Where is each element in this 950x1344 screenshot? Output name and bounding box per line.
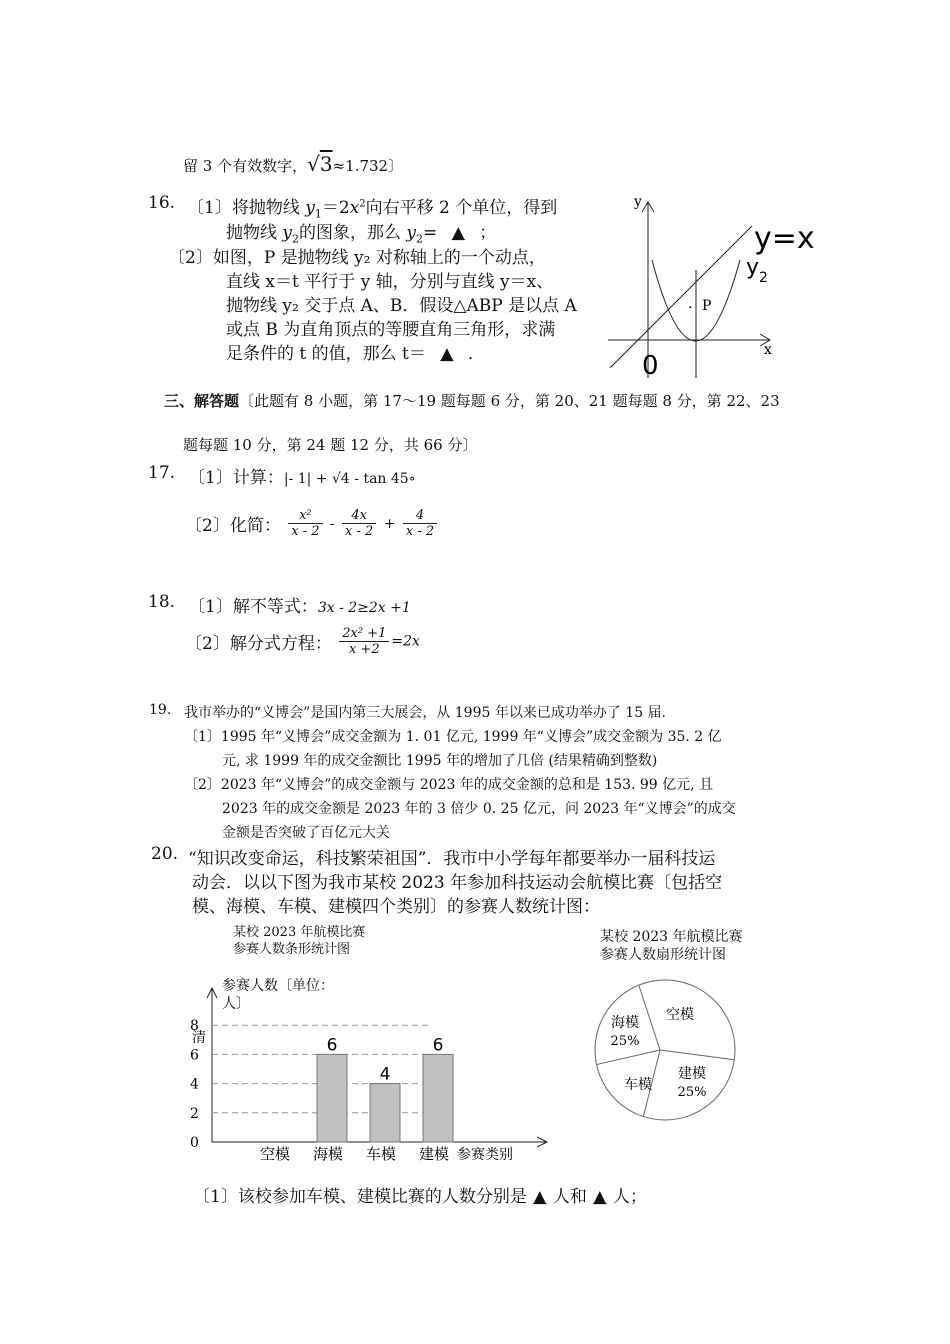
q19-intro: 我市举办的“义博会”是国内第三大展会，从 1995 年以来已成功举办了 15 届. <box>184 705 667 721</box>
x-tick-label: 建模 <box>418 1145 450 1163</box>
slice-percent: 25% <box>677 1085 707 1100</box>
q16-graph <box>600 190 815 381</box>
fraction: $\frac{\text{2x² +1}}{x +2}$ <box>339 626 389 657</box>
q19-part2-c: 金额是否突破了百亿元大关 <box>222 825 390 841</box>
y-tick-label: 8 <box>190 1018 199 1035</box>
y-tick-label: 4 <box>190 1076 199 1093</box>
x-tick-label: 车模 <box>365 1145 397 1163</box>
x-axis-label: 参赛类别 <box>457 1147 513 1163</box>
answer-blank[interactable]: ▲ <box>440 344 454 364</box>
slice-percent: 25% <box>610 1034 640 1049</box>
pie-chart-title: 某校 2023 年航模比赛 <box>600 929 743 945</box>
section-header-line2: 题每题 10 分，第 24 题 12 分，共 66 分〕 <box>183 436 478 454</box>
q16-part1-line1: 〔1〕将抛物线 $y_1=2x^2$向右平移 2 个单位，得到 <box>187 198 558 221</box>
fraction: $\frac{4x}{x - 2}$ <box>342 508 376 539</box>
q17-part2: 〔2〕化简： $\frac{\text{x²}}{x - 2}$ - $\frac{4x}{x - 2}$ + $\frac{4}{x - 2}$ <box>185 508 439 539</box>
point-dot: . <box>688 296 693 312</box>
q19-part1-b: 元, 求 1999 年的成交金额比 1995 年的增加了几倍 (结果精确到整数) <box>222 753 658 769</box>
sqrt-sign: √3 <box>307 152 333 176</box>
bar-chart <box>180 980 540 1165</box>
fraction: $\frac{\text{x²}}{x - 2}$ <box>288 508 322 539</box>
q17-expression: |- 1| + √4 - tan 45∘ <box>283 471 416 487</box>
q18-part1: 〔1〕解不等式：3x - 2≥2x +1 <box>188 597 411 617</box>
line-label: y=x <box>754 221 815 256</box>
q16-part2-line2: 直线 x＝t 平行于 y 轴，分别与直线 y＝x、 <box>226 272 554 292</box>
slice-label-海模: 海模 <box>611 1015 639 1031</box>
slice-label-建模: 建模 <box>678 1066 706 1082</box>
q16-number: 16. <box>148 193 176 213</box>
pie-outline <box>595 980 735 1120</box>
y-axis-label: y <box>634 194 642 210</box>
bar-车模 <box>370 1084 400 1142</box>
q18-number: 18. <box>148 592 176 612</box>
slice-divider <box>597 1050 660 1065</box>
data-label: 6 <box>432 1035 444 1056</box>
q16-part1-line2: 抛物线 $y_2$的图象，那么 $y_2=$ ▲ ； <box>226 223 497 246</box>
q18-inequality: 3x - 2≥2x +1 <box>317 600 411 616</box>
slice-divider <box>660 1050 734 1060</box>
pie-chart <box>590 975 750 1135</box>
answer-blank[interactable]: ▲ <box>533 1187 547 1207</box>
y-tick-label: 0 <box>190 1135 199 1151</box>
answer-blank[interactable]: ▲ <box>593 1187 607 1207</box>
q18-part2: 〔2〕解分式方程： $\frac{\text{2x² +1}}{x +2}$ =2x <box>185 626 420 657</box>
bar-chart-subtitle: 参赛人数条形统计图 <box>233 942 351 957</box>
q19-part1-a: 〔1〕1995 年“义博会”成交金额为 1. 01 亿元, 1999 年“义博会”成交金额为 35. 2 亿 <box>184 729 722 745</box>
q17-number: 17. <box>148 463 176 483</box>
y-tick-label: 2 <box>190 1105 199 1122</box>
bar-海模 <box>317 1054 347 1142</box>
point-label: P <box>702 298 712 314</box>
q20-sub1: 〔1〕该校参加车模、建模比赛的人数分别是 ▲ 人和 ▲ 人； <box>193 1187 647 1207</box>
q16-part2-line5: 足条件的 t 的值，那么 t＝ ▲ ． <box>226 344 485 364</box>
q20-line3: 模、海模、车模、建模四个类别〕的参赛人数统计图： <box>192 897 600 917</box>
q16-part2-line4: 或点 B 为直角顶点的等腰直角三角形，求满 <box>226 320 556 340</box>
x-tick-label: 空模 <box>259 1145 291 1163</box>
q16-part2-line1: 〔2〕如图，P 是抛物线 y₂ 对称轴上的一个动点， <box>168 248 546 268</box>
pie-chart-subtitle: 参赛人数扇形统计图 <box>600 947 726 963</box>
data-label: 4 <box>379 1064 391 1085</box>
bar-chart-title: 某校 2023 年航模比赛 <box>233 925 366 940</box>
fraction: $\frac{4}{x - 2}$ <box>403 508 437 539</box>
q19-part2-b: 2023 年的成交金额是 2023 年的 3 倍少 0. 25 亿元，问 2023 年“义博会”的成交 <box>222 801 736 817</box>
origin-label: 0 <box>642 351 659 381</box>
line-y-equals-x <box>610 226 752 368</box>
q17-part1: 〔1〕计算：|- 1| + √4 - tan 45∘ <box>188 468 416 488</box>
answer-blank[interactable]: ▲ <box>451 223 465 243</box>
q19-part2-a: 〔2〕2023 年“义博会”的成交金额与 2023 年的成交金额的总和是 153. 99 亿元, 且 <box>184 777 714 793</box>
q16-part2-line3: 抛物线 y₂ 交于点 A、B．假设△ABP 是以点 A <box>226 296 577 316</box>
bar-chart-ylabel: 参赛人数〔单位：人〕 <box>222 978 334 1012</box>
data-label: 6 <box>326 1035 338 1056</box>
y-tick-label: 6 <box>190 1047 199 1064</box>
x-tick-label: 海模 <box>312 1145 344 1163</box>
x-axis-label: x <box>764 342 772 358</box>
slice-label-车模: 车模 <box>624 1077 652 1093</box>
curve-label: $y_2$ <box>746 255 768 286</box>
slice-divider <box>639 985 660 1050</box>
q19-number: 19. <box>149 702 172 718</box>
stray-text: 清 <box>192 1029 206 1046</box>
q15-tail: 留 3 个有效数字，√3≈1.732〕 <box>183 152 404 176</box>
bar-建模 <box>423 1054 453 1142</box>
slice-label-空模: 空模 <box>666 1007 694 1023</box>
section-header: 三、解答题〔此题有 8 小题，第 17～19 题每题 6 分，第 20、21 题每题 8 分，第 22、23 <box>164 392 780 410</box>
q20-line2: 动会．以以下图为我市某校 2023 年参加科技运动会航模比赛〔包括空 <box>192 873 723 893</box>
q20-line1: “知识改变命运，科技繁荣祖国”．我市中小学每年都要举办一届科技运 <box>188 849 716 869</box>
q20-number: 20. <box>151 844 179 864</box>
